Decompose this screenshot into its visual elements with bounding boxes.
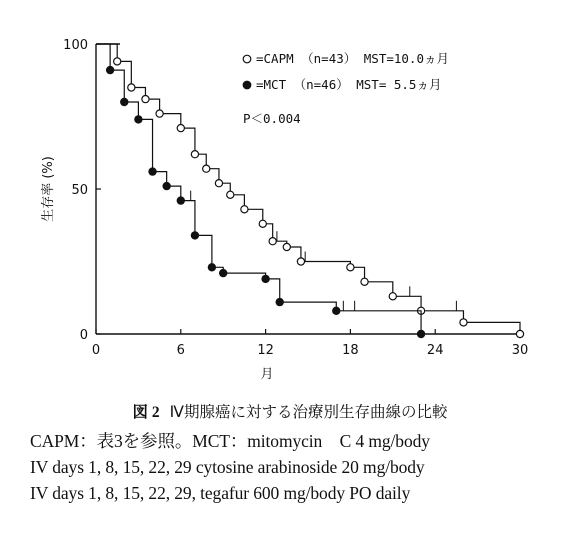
x-tick-label: 12 [257,343,274,358]
data-point [203,165,210,172]
data-point [361,278,368,285]
data-point [121,98,128,105]
data-point [460,319,467,326]
data-point [417,330,424,337]
data-point [149,168,156,175]
data-point [262,275,269,282]
x-tick-label: 30 [511,343,529,358]
legend-label-mct: =MCT （n=46） MST= 5.5ヵ月 [256,77,442,92]
y-tick-label: 50 [71,183,88,198]
data-point [347,264,354,271]
data-point [227,191,234,198]
data-point [333,307,340,314]
data-point [191,151,198,158]
p-value-annotation: P＜0.004 [243,111,301,126]
legend-marker-mct [243,81,251,89]
figure-caption [30,402,550,506]
caption-line-1: CAPM：表3を参照。MCT：mitomycin C 4 mg/body [30,431,430,451]
data-point [220,270,227,277]
caption-line-2: IV days 1, 8, 15, 22, 29 cytosine arabinoside 20 mg/body [30,457,425,477]
figure-number: 図 2 [132,404,160,421]
data-point [389,293,396,300]
x-axis-title: 月 [260,367,274,382]
data-point [215,180,222,187]
data-point [259,220,266,227]
data-point [191,232,198,239]
data-point [142,96,149,103]
data-point [516,330,523,337]
y-axis-title: 生存率 (%) [41,156,56,222]
data-point [177,197,184,204]
data-point [297,258,304,265]
data-point [163,183,170,190]
y-tick-label: 100 [63,38,88,53]
data-point [241,206,248,213]
data-point [208,264,215,271]
x-tick-label: 24 [426,343,444,358]
data-point [107,67,114,74]
data-point [114,58,121,65]
data-point [276,299,283,306]
data-point [177,125,184,132]
caption-title-line [30,402,550,424]
legend-marker-capm [243,55,251,63]
x-tick-label: 6 [176,343,185,358]
data-point [269,238,276,245]
data-point [283,243,290,250]
caption-title: Ⅳ期腺癌に対する治療別生存曲線の比較 [169,404,448,421]
x-tick-label: 18 [342,343,359,358]
caption-line-3: IV days 1, 8, 15, 22, 29, tegafur 600 mg/body PO daily [30,483,411,503]
data-point [128,84,135,91]
legend-label-capm: =CAPM （n=43） MST=10.0ヵ月 [256,51,449,66]
data-point [135,116,142,123]
legend [243,51,449,126]
data-point [156,110,163,117]
x-tick-label: 0 [91,343,101,358]
y-tick-label: 0 [79,328,88,343]
